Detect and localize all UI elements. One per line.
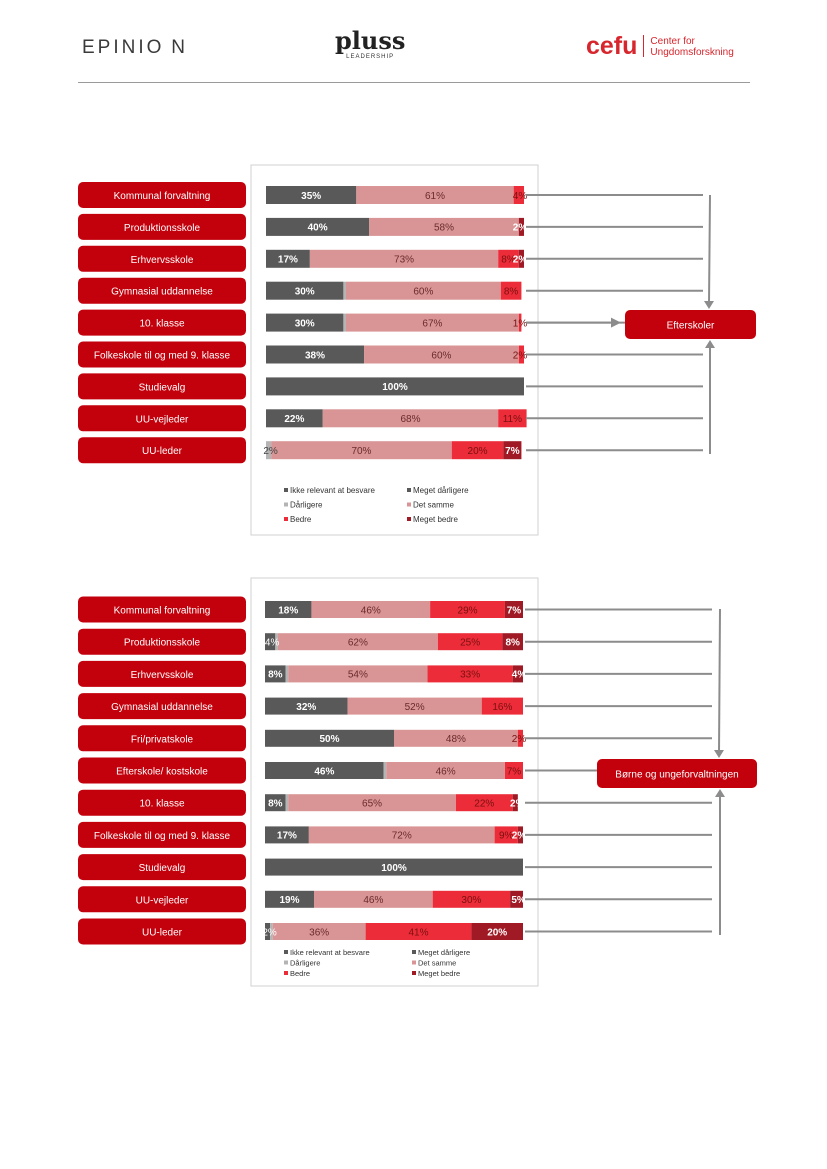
legend-label: Meget dårligere — [418, 948, 471, 957]
data-label: 4% — [264, 637, 280, 649]
data-label: 72% — [391, 830, 412, 842]
category-label: Erhvervsskole — [130, 254, 194, 266]
legend-swatch-bedre — [284, 971, 288, 975]
data-label: 7% — [506, 766, 522, 778]
data-label: 35% — [301, 190, 322, 202]
data-label: 2% — [262, 927, 277, 939]
data-label: 20% — [487, 927, 508, 939]
legend-swatch-meget-dårligere — [407, 488, 411, 492]
pluss-logo-text: pluss — [335, 26, 406, 55]
data-label: 52% — [404, 701, 425, 713]
data-label: 19% — [279, 895, 300, 907]
data-label: 40% — [307, 222, 328, 234]
data-label: 2% — [263, 446, 278, 457]
chart-2 — [78, 578, 757, 986]
bar-segment-dårligere — [343, 282, 346, 300]
data-label: 1% — [512, 318, 528, 330]
legend-swatch-dårligere — [284, 503, 288, 507]
category-label: Folkeskole til og med 9. klasse — [93, 830, 231, 842]
arrow-head-right — [611, 318, 621, 328]
data-label: 67% — [422, 318, 443, 330]
data-label: 54% — [347, 669, 368, 681]
data-label: 58% — [434, 222, 455, 234]
legend-swatch-meget-dårligere — [412, 950, 416, 954]
data-label: 60% — [413, 286, 434, 298]
data-label: 4% — [511, 669, 527, 681]
data-label: 33% — [460, 669, 481, 681]
data-label: 30% — [294, 318, 315, 330]
bar-segment-dårligere — [343, 314, 346, 332]
data-label: 8% — [268, 669, 283, 681]
data-label: 38% — [305, 350, 326, 362]
data-label: 41% — [408, 927, 429, 939]
data-label: 46% — [435, 766, 456, 778]
bar-segment-dårligere — [286, 665, 289, 682]
collector-line-top — [709, 195, 710, 304]
target-label: Børne og ungeforvaltningen — [615, 769, 739, 781]
legend-swatch-dårligere — [284, 961, 288, 965]
legend-label: Dårligere — [290, 500, 323, 510]
chart-1 — [78, 165, 756, 535]
data-label: 2% — [511, 734, 527, 746]
data-label: 22% — [474, 798, 495, 810]
data-label: 8% — [503, 286, 519, 298]
legend-label: Ikke relevant at besvare — [290, 486, 375, 495]
legend-swatch-bedre — [284, 517, 288, 521]
category-label: UU-vejleder — [135, 895, 189, 907]
category-label: Produktionsskole — [123, 222, 201, 234]
data-label: 32% — [296, 701, 317, 713]
legend-label: Meget dårligere — [413, 486, 469, 495]
collector-line-top — [719, 609, 720, 753]
data-label: 25% — [460, 637, 481, 649]
category-label: UU-vejleder — [135, 414, 189, 426]
category-label: UU-leder — [141, 927, 183, 939]
data-label: 48% — [445, 734, 466, 746]
data-label: 65% — [362, 798, 383, 810]
pluss-logo-subtext: LEADERSHIP — [346, 54, 395, 60]
cefu-logo-sub2: Ungdomsforskning — [650, 47, 734, 58]
data-label: 20% — [467, 446, 488, 457]
data-label: 22% — [284, 414, 305, 426]
data-label: 8% — [505, 637, 520, 649]
arrow-head-down — [704, 301, 714, 309]
category-label: UU-leder — [141, 446, 183, 458]
data-label: 2% — [512, 350, 528, 362]
data-label: 100% — [381, 862, 407, 874]
data-label: 46% — [360, 605, 381, 617]
target-label: Efterskoler — [666, 320, 715, 332]
legend-swatch-ikke-relevant-at-besvare — [284, 950, 288, 954]
data-label: 8% — [268, 798, 283, 810]
category-label: Efterskole/ kostskole — [116, 766, 208, 778]
category-label: 10. klasse — [139, 318, 185, 330]
data-label: 7% — [505, 446, 520, 457]
data-label: 62% — [347, 637, 368, 649]
cefu-logo-text: cefu — [586, 32, 638, 60]
arrow-head-down — [714, 750, 724, 758]
legend-label: Bedre — [290, 515, 312, 524]
legend-swatch-det-samme — [407, 503, 411, 507]
data-label: 46% — [314, 766, 335, 778]
data-label: 68% — [400, 414, 421, 426]
data-label: 36% — [309, 927, 330, 939]
data-label: 46% — [363, 895, 384, 907]
data-label: 73% — [394, 254, 415, 266]
cefu-logo-sub1: Center for — [650, 36, 695, 47]
data-label: 70% — [351, 446, 372, 457]
data-label: 5% — [511, 895, 526, 907]
data-label: 2% — [511, 830, 527, 842]
legend-swatch-meget-bedre — [407, 517, 411, 521]
category-label: Kommunal forvaltning — [113, 605, 211, 617]
data-label: 2% — [510, 798, 525, 810]
arrow-head-up — [715, 789, 725, 797]
category-label: Gymnasial uddannelse — [111, 286, 213, 298]
data-label: 18% — [278, 605, 299, 617]
data-label: 30% — [461, 895, 482, 907]
data-label: 2% — [512, 222, 528, 234]
category-label: Erhvervsskole — [130, 669, 194, 681]
bar-segment-dårligere — [286, 794, 289, 811]
epinion-logo-text: EPINIO N — [82, 37, 188, 58]
legend-label: Meget bedre — [418, 969, 461, 978]
legend-label: Meget bedre — [413, 515, 458, 524]
category-label: Produktionsskole — [123, 637, 201, 649]
data-label: 17% — [276, 830, 297, 842]
data-label: 100% — [382, 382, 408, 394]
legend-swatch-det-samme — [412, 961, 416, 965]
data-label: 17% — [277, 254, 298, 266]
data-label: 60% — [431, 350, 452, 362]
data-label: 4% — [512, 190, 528, 202]
data-label: 9% — [499, 830, 514, 842]
data-label: 11% — [502, 414, 523, 426]
data-label: 16% — [492, 701, 513, 713]
legend-swatch-meget-bedre — [412, 971, 416, 975]
data-label: 50% — [319, 734, 340, 746]
bar-segment-dårligere — [384, 762, 387, 779]
category-label: Folkeskole til og med 9. klasse — [93, 350, 231, 362]
category-label: 10. klasse — [139, 798, 185, 810]
data-label: 7% — [506, 605, 522, 617]
data-label: 30% — [294, 286, 315, 298]
category-label: Kommunal forvaltning — [113, 191, 211, 202]
legend-label: Bedre — [290, 969, 311, 978]
category-label: Gymnasial uddannelse — [111, 702, 213, 714]
data-label: 29% — [457, 605, 478, 617]
arrow-head-up — [705, 340, 715, 348]
category-label: Fri/privatskole — [130, 734, 194, 746]
legend-label: Ikke relevant at besvare — [290, 948, 370, 957]
data-label: 8% — [501, 254, 516, 266]
category-label: Studievalg — [138, 382, 186, 394]
legend-label: Det samme — [413, 500, 454, 510]
legend-label: Dårligere — [290, 958, 321, 968]
legend-swatch-ikke-relevant-at-besvare — [284, 488, 288, 492]
category-label: Studievalg — [138, 863, 186, 875]
data-label: 2% — [512, 254, 528, 266]
data-label: 61% — [424, 190, 445, 202]
legend-label: Det samme — [418, 958, 457, 968]
